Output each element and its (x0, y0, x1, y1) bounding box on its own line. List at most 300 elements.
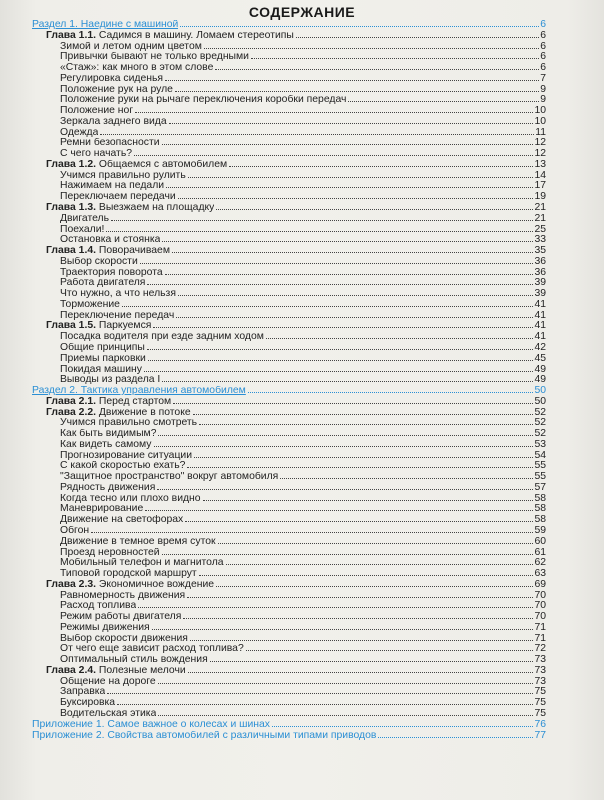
entry-title: Покидая машину (60, 364, 142, 375)
dot-leader (122, 305, 533, 307)
dot-leader (162, 143, 534, 145)
dot-leader (210, 660, 534, 662)
dot-leader (145, 509, 533, 511)
toc-entry-label (60, 591, 185, 602)
toc-entry-label (60, 429, 156, 440)
dot-leader (190, 639, 534, 641)
toc-item[interactable] (32, 709, 546, 720)
dot-leader (187, 596, 533, 598)
toc-chapter[interactable] (32, 580, 546, 591)
dot-leader (100, 133, 534, 135)
page-number: 73 (534, 665, 546, 676)
toc-item[interactable] (32, 440, 546, 451)
entry-title: Типовой городской маршрут (60, 569, 197, 580)
toc-entry-label (60, 289, 176, 300)
toc-entry-label (60, 332, 264, 343)
toc-entry-label (32, 731, 376, 742)
toc-item[interactable] (32, 537, 546, 548)
toc-entry-label (60, 257, 138, 268)
dot-leader (178, 294, 533, 296)
entry-title: Перед стартом (98, 396, 172, 407)
entry-title: Маневрирование (60, 504, 144, 515)
page-number: 70 (534, 590, 546, 601)
dot-leader (91, 531, 533, 533)
toc-entry-label (46, 408, 191, 419)
page-number: 10 (534, 106, 546, 117)
dot-leader (166, 186, 533, 188)
toc-item[interactable] (32, 612, 546, 623)
toc-entry-label (60, 644, 244, 655)
page-number: 63 (534, 569, 546, 580)
toc-entry-label (60, 225, 104, 236)
toc-entry-label (60, 85, 173, 96)
entry-title: Мобильный телефон и магнитола (60, 558, 224, 569)
page-number: 62 (534, 558, 546, 569)
dot-leader (218, 542, 534, 544)
toc-entry-label (46, 580, 214, 591)
dot-leader (162, 240, 533, 242)
toc-item[interactable] (32, 268, 546, 279)
toc-entry-label (60, 365, 142, 376)
entry-title: Выезжаем на площадку (98, 203, 215, 214)
dot-leader (199, 423, 533, 425)
dot-leader (158, 714, 533, 716)
toc-entry-label (60, 375, 160, 386)
entry-title: Общаемся с автомобилем (98, 159, 228, 170)
dot-leader (175, 90, 539, 92)
dot-leader (173, 402, 533, 404)
toc-item[interactable] (32, 117, 546, 128)
page-number: 55 (534, 461, 546, 472)
page-number: 75 (534, 687, 546, 698)
entry-title: Экономичное вождение (98, 579, 215, 590)
toc-entry-label (60, 235, 160, 246)
entry-title: Садимся в машину. Ломаем стереотипы (98, 30, 294, 41)
page-number: 49 (534, 375, 546, 386)
dot-leader (216, 208, 533, 210)
toc-item[interactable] (32, 375, 546, 386)
entry-title: Положение ног (60, 106, 134, 117)
entry-title: Торможение (60, 299, 120, 310)
toc-entry-label (60, 451, 192, 462)
toc-entry-label (60, 494, 201, 505)
entry-title: Движение на светофорах (60, 515, 184, 526)
dot-leader (226, 563, 534, 565)
entry-title: С чего начать? (60, 149, 133, 160)
entry-title: С какой скоростью ехать? (60, 461, 186, 472)
dot-leader (280, 477, 533, 479)
entry-title: Как видеть самому (60, 439, 152, 450)
entry-title: Выбор скорости (60, 256, 138, 267)
toc-entry-label (32, 386, 246, 397)
dot-leader (203, 499, 534, 501)
dot-leader (117, 703, 533, 705)
entry-title: Одежда (60, 127, 99, 138)
toc-item[interactable] (32, 128, 546, 139)
toc-item[interactable] (32, 515, 546, 526)
dot-leader (187, 466, 533, 468)
page-number: 21 (534, 213, 546, 224)
toc-section[interactable] (32, 20, 546, 31)
entry-title: Полезные мелочи (98, 665, 186, 676)
toc-item[interactable] (32, 149, 546, 160)
entry-title: Приложение 1. Самое важное о колесах и шинах (32, 719, 271, 730)
toc-entry-label (46, 397, 171, 408)
page-number: 57 (534, 482, 546, 493)
dot-leader (272, 725, 533, 727)
dot-leader (172, 251, 533, 253)
page-number: 39 (534, 289, 546, 300)
toc-item[interactable] (32, 171, 546, 182)
toc-item[interactable] (32, 225, 546, 236)
toc-chapter[interactable] (32, 160, 546, 171)
page-number: 7 (540, 73, 546, 84)
dot-leader (246, 649, 534, 651)
chapter-number: Глава 1.3. (46, 203, 96, 214)
toc-item[interactable] (32, 365, 546, 376)
toc-entry-label (46, 203, 214, 214)
toc-entry-label (60, 149, 132, 160)
entry-title: Учимся правильно смотреть (60, 418, 198, 429)
entry-title: Обгон (60, 525, 90, 536)
toc-entry-label (60, 268, 163, 279)
toc-entry-label (60, 74, 163, 85)
toc-item[interactable] (32, 601, 546, 612)
page-number: 53 (534, 439, 546, 450)
toc-entry-label (32, 20, 178, 31)
entry-title: Зимой и летом одним цветом (60, 41, 202, 52)
entry-title: Выводы из раздела I (60, 375, 161, 386)
toc-item[interactable] (32, 591, 546, 602)
dot-leader (147, 283, 533, 285)
toc-item[interactable] (32, 644, 546, 655)
page-number: 71 (534, 622, 546, 633)
toc-item[interactable] (32, 311, 546, 322)
toc-item[interactable] (32, 623, 546, 634)
page-number: 52 (534, 407, 546, 418)
dot-leader (162, 380, 533, 382)
page-number: 21 (534, 203, 546, 214)
toc-item[interactable] (32, 558, 546, 569)
toc-entry-label (32, 720, 270, 731)
entry-title: Выбор скорости движения (60, 633, 188, 644)
dot-leader (154, 445, 534, 447)
dot-leader (199, 574, 534, 576)
dot-leader (111, 219, 533, 221)
dot-leader (162, 553, 534, 555)
toc-item[interactable] (32, 569, 546, 580)
toc-entry-label (46, 160, 227, 171)
page-number: 49 (534, 364, 546, 375)
dot-leader (148, 359, 534, 361)
page-number: 73 (534, 655, 546, 666)
toc-item[interactable] (32, 332, 546, 343)
toc-item[interactable] (32, 634, 546, 645)
toc-entry-label (60, 117, 167, 128)
entry-title: Регулировка сиденья (60, 73, 164, 84)
page-number: 50 (534, 386, 546, 397)
toc-chapter[interactable] (32, 408, 546, 419)
toc-entry-label (60, 655, 208, 666)
entry-title: От чего еще зависит расход топлива? (60, 644, 244, 655)
entry-title: Ремни безопасности (60, 138, 160, 149)
page-number: 6 (540, 41, 546, 52)
toc-entry-label (60, 138, 160, 149)
dot-leader (229, 165, 533, 167)
entry-title: Когда тесно или плохо видно (60, 493, 201, 504)
dot-leader (147, 348, 534, 350)
toc-entry-label (60, 483, 155, 494)
dot-leader (157, 488, 533, 490)
toc-entry-label (60, 634, 188, 645)
entry-title: "Защитное пространство" вокруг автомобиля (60, 472, 279, 483)
toc-item[interactable] (32, 85, 546, 96)
toc-entry-label (60, 192, 176, 203)
entry-title: Рядность движения (60, 482, 156, 493)
toc-entry-label (60, 171, 186, 182)
toc-chapter[interactable] (32, 321, 546, 332)
entry-title: Учимся правильно рулить (60, 170, 186, 181)
toc-item[interactable] (32, 698, 546, 709)
toc-item[interactable] (32, 472, 546, 483)
page-number: 58 (534, 504, 546, 515)
dot-leader (180, 25, 539, 27)
toc-entry-label (60, 300, 120, 311)
page-number: 14 (534, 170, 546, 181)
toc-entry-label (60, 677, 156, 688)
chapter-number: Глава 2.2. (46, 407, 96, 418)
toc-item[interactable] (32, 354, 546, 365)
toc-entry-label (60, 52, 249, 63)
toc-entry-label (60, 526, 89, 537)
toc-chapter[interactable] (32, 31, 546, 42)
toc-item[interactable] (32, 461, 546, 472)
toc-chapter[interactable] (32, 666, 546, 677)
page-number: 45 (534, 353, 546, 364)
entry-title: Положение руки на рычаге переключения коробки передач (60, 95, 347, 106)
dot-leader (215, 68, 539, 70)
chapter-number: Глава 1.4. (46, 246, 96, 257)
toc-item[interactable] (32, 214, 546, 225)
dot-leader (216, 585, 533, 587)
toc-item[interactable] (32, 181, 546, 192)
page-title: СОДЕРЖАНИЕ (248, 4, 356, 20)
page-number: 6 (540, 20, 546, 30)
toc-item[interactable] (32, 429, 546, 440)
toc-entry-label (60, 612, 181, 623)
dot-leader (185, 520, 533, 522)
entry-title: Раздел 2. Тактика управления автомобилем (32, 386, 246, 397)
entry-title: Траектория поворота (60, 267, 163, 278)
page-number: 69 (534, 579, 546, 590)
page-number: 33 (534, 235, 546, 246)
chapter-number: Глава 2.4. (46, 665, 96, 676)
toc-entry-label (60, 548, 160, 559)
chapter-number: Глава 1.1. (46, 30, 96, 41)
chapter-number: Глава 2.1. (46, 396, 96, 407)
entry-title: Движение в темное время суток (60, 536, 216, 547)
page-number: 17 (534, 181, 546, 192)
page-number: 41 (534, 299, 546, 310)
page-number: 60 (534, 536, 546, 547)
chapter-number: Глава 1.5. (46, 321, 96, 332)
page-number: 61 (534, 547, 546, 558)
page-number: 6 (540, 52, 546, 63)
toc-entry-label (60, 558, 224, 569)
toc-entry-label (60, 698, 115, 709)
entry-title: Режимы движения (60, 622, 150, 633)
toc-item[interactable] (32, 526, 546, 537)
toc-item[interactable] (32, 63, 546, 74)
toc-entry-label (60, 601, 136, 612)
toc-entry-label (60, 709, 156, 720)
dot-leader (140, 262, 534, 264)
entry-title: Режим работы двигателя (60, 612, 182, 623)
dot-leader (106, 230, 533, 232)
dot-leader (158, 682, 534, 684)
toc-appendix[interactable] (32, 731, 546, 742)
page-number: 75 (534, 709, 546, 719)
toc-item[interactable] (32, 106, 546, 117)
entry-title: Работа двигателя (60, 278, 146, 289)
page-number: 58 (534, 493, 546, 504)
entry-title: Равномерность движения (60, 590, 186, 601)
toc-item[interactable] (32, 95, 546, 106)
entry-title: Буксировка (60, 698, 116, 709)
dot-leader (152, 628, 534, 630)
page-number: 35 (534, 246, 546, 257)
entry-title: Остановка и стоянка (60, 235, 161, 246)
entry-title: Поворачиваем (98, 246, 170, 257)
toc-entry-label (60, 418, 197, 429)
toc-item[interactable] (32, 42, 546, 53)
toc-item[interactable] (32, 418, 546, 429)
dot-leader (158, 434, 533, 436)
toc-entry-label (60, 504, 143, 515)
entry-title: Нажимаем на педали (60, 181, 165, 192)
page-number: 11 (535, 127, 546, 138)
dot-leader (165, 79, 539, 81)
page-number: 41 (534, 310, 546, 321)
toc-entry-label (60, 515, 183, 526)
page-number: 73 (534, 676, 546, 687)
entry-title: Переключаем передачи (60, 192, 176, 203)
toc-item[interactable] (32, 192, 546, 203)
page-number: 42 (534, 342, 546, 353)
toc-item[interactable] (32, 548, 546, 559)
dot-leader (153, 326, 533, 328)
toc-item[interactable] (32, 504, 546, 515)
toc-chapter[interactable] (32, 397, 546, 408)
entry-title: Посадка водителя при езде задним ходом (60, 332, 264, 343)
page-number: 52 (534, 418, 546, 429)
toc-item[interactable] (32, 289, 546, 300)
toc-entry-label (46, 321, 151, 332)
entry-title: «Стаж»: как много в этом слове (60, 63, 214, 74)
dot-leader (188, 176, 534, 178)
dot-leader (134, 154, 533, 156)
toc-item[interactable] (32, 257, 546, 268)
toc-item[interactable] (32, 483, 546, 494)
dot-leader (183, 617, 533, 619)
entry-title: Проезд неровностей (60, 547, 160, 558)
dot-leader (165, 273, 534, 275)
dot-leader (176, 316, 533, 318)
toc-item[interactable] (32, 138, 546, 149)
entry-title: Как быть видимым? (60, 429, 157, 440)
page-number: 59 (534, 525, 546, 536)
page-number: 13 (534, 159, 546, 170)
toc-entry-label (60, 181, 164, 192)
dot-leader (378, 736, 533, 738)
toc-item[interactable] (32, 278, 546, 289)
toc-item[interactable] (32, 451, 546, 462)
dot-leader (348, 100, 539, 102)
toc-chapter[interactable] (32, 203, 546, 214)
page-number: 50 (534, 396, 546, 407)
toc-entry-label (60, 687, 105, 698)
toc-item[interactable] (32, 687, 546, 698)
page-number: 36 (534, 256, 546, 267)
page-number: 39 (534, 278, 546, 289)
dot-leader (135, 111, 533, 113)
entry-title: Паркуемся (98, 321, 152, 332)
toc-item[interactable] (32, 655, 546, 666)
toc-item[interactable] (32, 52, 546, 63)
toc-entry-label (60, 537, 216, 548)
entry-title: Привычки бывают не только вредными (60, 52, 249, 63)
toc-item[interactable] (32, 235, 546, 246)
toc-entry-label (60, 354, 146, 365)
toc-entry-label (60, 95, 346, 106)
page-number: 9 (540, 84, 546, 95)
toc-section[interactable] (32, 386, 546, 397)
toc-item[interactable] (32, 300, 546, 311)
dot-leader (296, 36, 539, 38)
toc-item[interactable] (32, 494, 546, 505)
page-number: 55 (534, 472, 546, 483)
page-number: 71 (534, 633, 546, 644)
toc-entry-label (60, 343, 145, 354)
toc-item[interactable] (32, 343, 546, 354)
entry-title: Расход топлива (60, 601, 137, 612)
chapter-number: Глава 1.2. (46, 159, 96, 170)
entry-title: Движение в потоке (98, 407, 191, 418)
toc-item[interactable] (32, 677, 546, 688)
entry-title: Приложение 2. Свойства автомобилей с различными типами приводов (32, 730, 377, 741)
toc-item[interactable] (32, 74, 546, 85)
entry-title: Заправка (60, 687, 106, 698)
toc-entry-label (60, 278, 145, 289)
toc-entry-label (60, 472, 278, 483)
toc-appendix[interactable] (32, 720, 546, 731)
page-number: 54 (534, 450, 546, 461)
toc-entry-label (60, 42, 202, 53)
dot-leader (138, 606, 533, 608)
toc-entry-label (60, 569, 197, 580)
toc-entry-label (60, 214, 109, 225)
table-of-contents (32, 20, 546, 741)
toc-entry-label (60, 623, 150, 634)
dot-leader (169, 122, 534, 124)
toc-entry-label (46, 666, 186, 677)
dot-leader (144, 370, 533, 372)
toc-entry-label (60, 128, 98, 139)
dot-leader (266, 337, 534, 339)
page-number: 52 (534, 429, 546, 440)
toc-chapter[interactable] (32, 246, 546, 257)
entry-title: Общие принципы (60, 342, 145, 353)
